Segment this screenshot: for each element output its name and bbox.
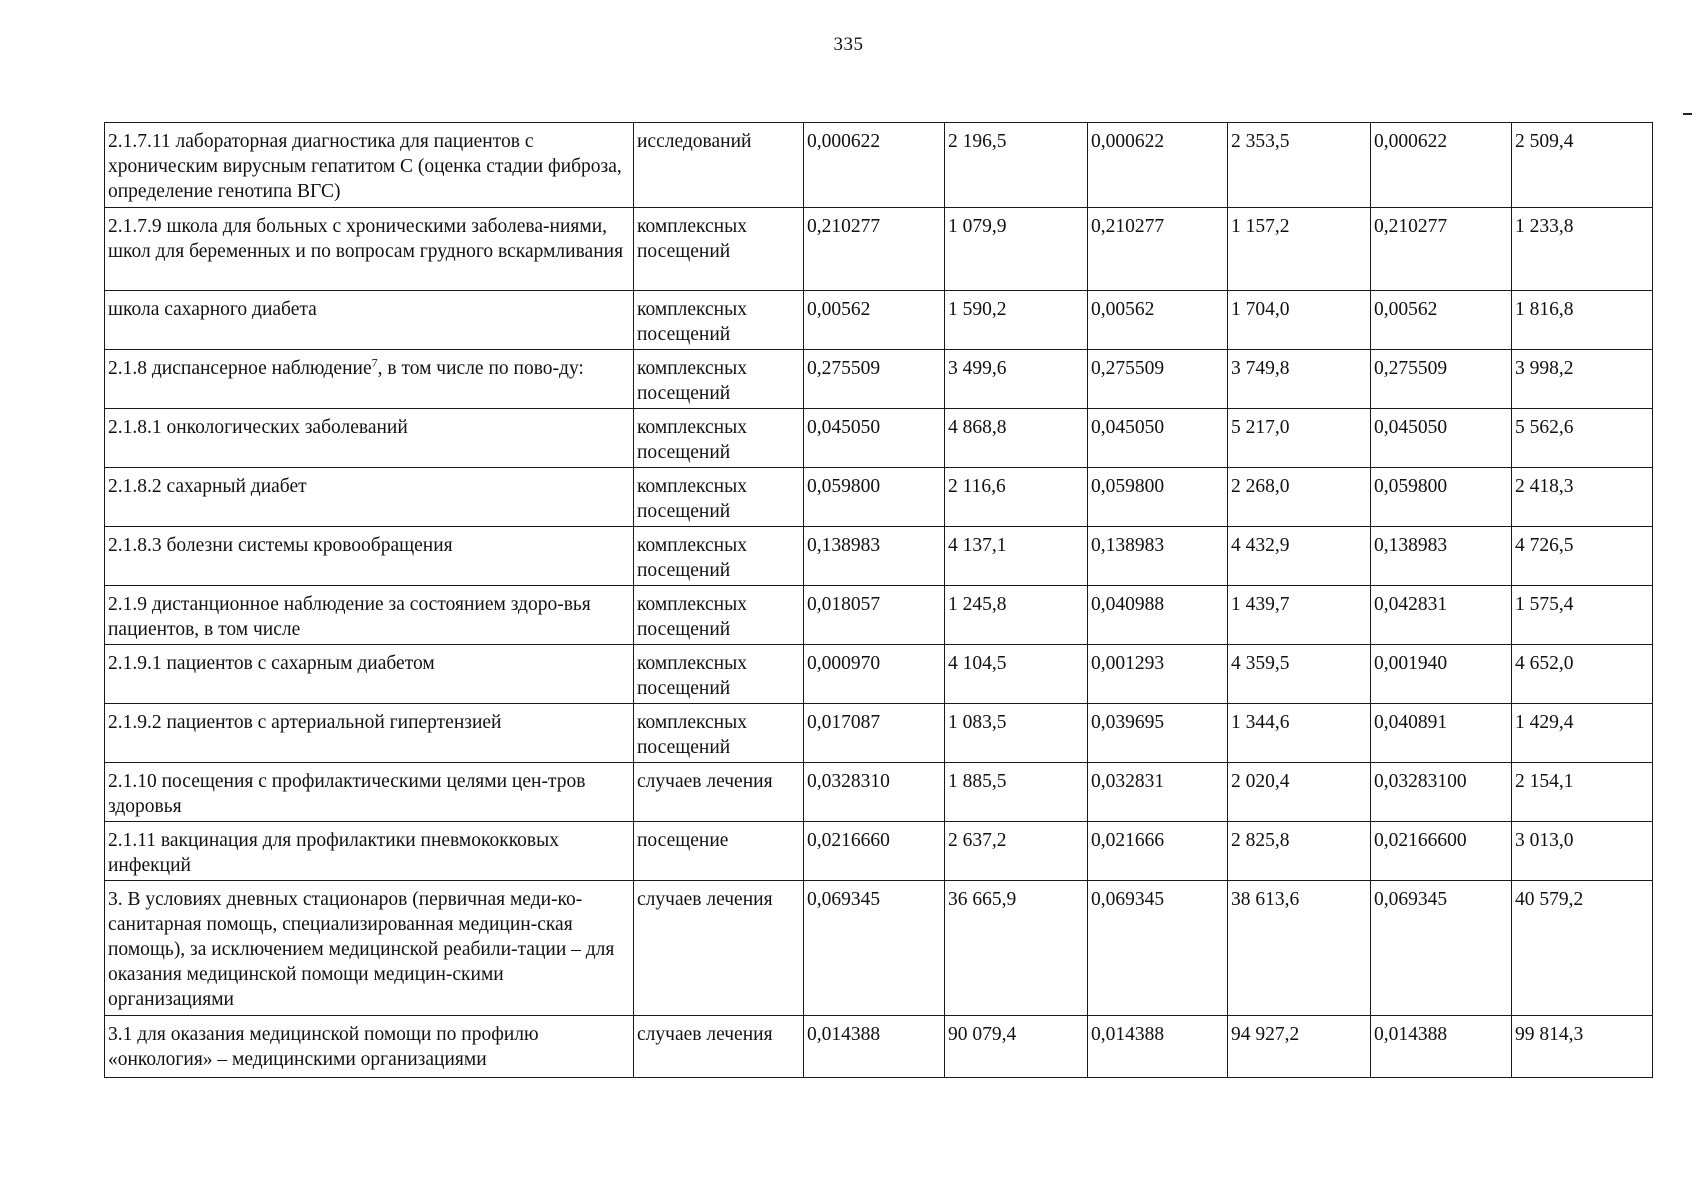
row-value: 0,021666 [1088, 822, 1228, 881]
row-value: 2 637,2 [945, 822, 1088, 881]
row-value: 1 429,4 [1512, 704, 1653, 763]
row-value: 1 233,8 [1512, 208, 1653, 291]
row-value: 3 499,6 [945, 350, 1088, 409]
row-name: 2.1.9 дистанционное наблюдение за состоянием здоро-вья пациентов, в том числе [105, 586, 634, 645]
row-value: 0,032831 [1088, 763, 1228, 822]
row-value: 2 825,8 [1228, 822, 1371, 881]
row-name: 2.1.11 вакцинация для профилактики пневмококковых инфекций [105, 822, 634, 881]
row-value: 4 726,5 [1512, 527, 1653, 586]
row-value: 4 868,8 [945, 409, 1088, 468]
row-value: 0,001940 [1371, 645, 1512, 704]
row-value: 0,014388 [804, 1016, 945, 1078]
row-unit: случаев лечения [634, 881, 804, 1016]
row-value: 1 575,4 [1512, 586, 1653, 645]
row-value: 0,039695 [1088, 704, 1228, 763]
row-value: 0,00562 [1371, 291, 1512, 350]
row-value: 94 927,2 [1228, 1016, 1371, 1078]
row-value: 0,059800 [1371, 468, 1512, 527]
row-value: 0,045050 [1088, 409, 1228, 468]
row-value: 99 814,3 [1512, 1016, 1653, 1078]
row-unit: комплексных посещений [634, 409, 804, 468]
table-row [105, 527, 1653, 586]
row-unit: исследований [634, 123, 804, 208]
row-unit: случаев лечения [634, 1016, 804, 1078]
row-value: 0,138983 [1371, 527, 1512, 586]
row-unit: случаев лечения [634, 763, 804, 822]
row-value: 0,275509 [1371, 350, 1512, 409]
margin-mark [1683, 113, 1692, 115]
row-value: 5 217,0 [1228, 409, 1371, 468]
row-value: 0,018057 [804, 586, 945, 645]
table-row [105, 409, 1653, 468]
row-unit: комплексных посещений [634, 468, 804, 527]
row-value: 1 083,5 [945, 704, 1088, 763]
row-value: 0,03283100 [1371, 763, 1512, 822]
row-value: 0,00562 [1088, 291, 1228, 350]
row-value: 0,040891 [1371, 704, 1512, 763]
row-value: 0,001293 [1088, 645, 1228, 704]
row-value: 0,069345 [1371, 881, 1512, 1016]
row-name: 2.1.8.2 сахарный диабет [105, 468, 634, 527]
row-value: 1 590,2 [945, 291, 1088, 350]
row-value: 0,000622 [804, 123, 945, 208]
page-number: 335 [833, 34, 864, 55]
table-row [105, 350, 1653, 409]
row-value: 3 749,8 [1228, 350, 1371, 409]
table-row [105, 468, 1653, 527]
row-unit: комплексных посещений [634, 527, 804, 586]
row-value: 38 613,6 [1228, 881, 1371, 1016]
table-row [105, 763, 1653, 822]
table-row [105, 704, 1653, 763]
row-name-text: 2.1.8 диспансерное наблюдение [108, 358, 372, 379]
row-name: 2.1.7.9 школа для больных с хроническими заболева-ниями, школ для беременных и по вопросам грудного вскармливания [105, 208, 634, 291]
row-value: 0,02166600 [1371, 822, 1512, 881]
row-value: 0,069345 [804, 881, 945, 1016]
row-value: 0,210277 [804, 208, 945, 291]
row-value: 2 116,6 [945, 468, 1088, 527]
footnote-marker: 7 [371, 355, 378, 370]
table-row [105, 208, 1653, 291]
row-value: 4 432,9 [1228, 527, 1371, 586]
row-value: 1 079,9 [945, 208, 1088, 291]
row-value: 0,138983 [1088, 527, 1228, 586]
row-value: 0,275509 [804, 350, 945, 409]
row-value: 0,000622 [1371, 123, 1512, 208]
table-row [105, 1016, 1653, 1078]
row-unit: комплексных посещений [634, 586, 804, 645]
row-value: 40 579,2 [1512, 881, 1653, 1016]
row-value: 4 104,5 [945, 645, 1088, 704]
row-value: 0,045050 [804, 409, 945, 468]
row-value: 1 157,2 [1228, 208, 1371, 291]
row-value: 2 020,4 [1228, 763, 1371, 822]
row-value: 5 562,6 [1512, 409, 1653, 468]
row-value: 3 998,2 [1512, 350, 1653, 409]
row-name: 2.1.9.2 пациентов с артериальной гипертензией [105, 704, 634, 763]
row-value: 0,059800 [1088, 468, 1228, 527]
row-value: 0,045050 [1371, 409, 1512, 468]
row-name [105, 350, 634, 409]
row-value: 1 439,7 [1228, 586, 1371, 645]
row-unit: посещение [634, 822, 804, 881]
row-value: 4 652,0 [1512, 645, 1653, 704]
row-value: 1 816,8 [1512, 291, 1653, 350]
row-value: 0,014388 [1371, 1016, 1512, 1078]
row-value: 0,017087 [804, 704, 945, 763]
row-value: 90 079,4 [945, 1016, 1088, 1078]
row-value: 0,210277 [1371, 208, 1512, 291]
row-name: 2.1.8.3 болезни системы кровообращения [105, 527, 634, 586]
table-row [105, 645, 1653, 704]
row-value: 0,0216660 [804, 822, 945, 881]
row-value: 0,000622 [1088, 123, 1228, 208]
row-value: 2 268,0 [1228, 468, 1371, 527]
row-value: 4 137,1 [945, 527, 1088, 586]
row-value: 2 353,5 [1228, 123, 1371, 208]
row-value: 0,00562 [804, 291, 945, 350]
row-value: 36 665,9 [945, 881, 1088, 1016]
row-name: 3. В условиях дневных стационаров (первичная меди-ко-санитарная помощь, специализированная медицин-ская помощь), за исключением медицинской реабили-тации – для оказания медицинской помощи медицин-скими организациями [105, 881, 634, 1016]
data-table [104, 122, 1653, 1078]
row-value: 0,014388 [1088, 1016, 1228, 1078]
table-row [105, 291, 1653, 350]
row-value: 2 154,1 [1512, 763, 1653, 822]
table-row [105, 586, 1653, 645]
row-name: 3.1 для оказания медицинской помощи по профилю «онкология» – медицинскими организациями [105, 1016, 634, 1078]
row-value: 1 885,5 [945, 763, 1088, 822]
row-value: 0,210277 [1088, 208, 1228, 291]
row-name: 2.1.10 посещения с профилактическими целями цен-тров здоровья [105, 763, 634, 822]
row-name: школа сахарного диабета [105, 291, 634, 350]
table-row [105, 881, 1653, 1016]
row-value: 4 359,5 [1228, 645, 1371, 704]
row-value: 0,042831 [1371, 586, 1512, 645]
row-name: 2.1.9.1 пациентов с сахарным диабетом [105, 645, 634, 704]
row-unit: комплексных посещений [634, 704, 804, 763]
table-row [105, 123, 1653, 208]
row-value: 1 704,0 [1228, 291, 1371, 350]
row-value: 0,040988 [1088, 586, 1228, 645]
row-value: 2 196,5 [945, 123, 1088, 208]
table-row [105, 822, 1653, 881]
row-value: 2 418,3 [1512, 468, 1653, 527]
row-value: 2 509,4 [1512, 123, 1653, 208]
row-unit: комплексных посещений [634, 645, 804, 704]
row-value: 1 344,6 [1228, 704, 1371, 763]
row-value: 0,138983 [804, 527, 945, 586]
row-name-text: , в том числе по пово-ду: [377, 358, 584, 379]
row-value: 1 245,8 [945, 586, 1088, 645]
row-value: 0,0328310 [804, 763, 945, 822]
row-unit: комплексных посещений [634, 350, 804, 409]
row-name: 2.1.8.1 онкологических заболеваний [105, 409, 634, 468]
row-value: 0,069345 [1088, 881, 1228, 1016]
row-value: 3 013,0 [1512, 822, 1653, 881]
row-value: 0,059800 [804, 468, 945, 527]
row-value: 0,000970 [804, 645, 945, 704]
row-name: 2.1.7.11 лабораторная диагностика для пациентов с хроническим вирусным гепатитом С (оценка стадии фиброза, определение генотипа ВГС) [105, 123, 634, 208]
row-value: 0,275509 [1088, 350, 1228, 409]
row-unit: комплексных посещений [634, 291, 804, 350]
row-unit: комплексных посещений [634, 208, 804, 291]
